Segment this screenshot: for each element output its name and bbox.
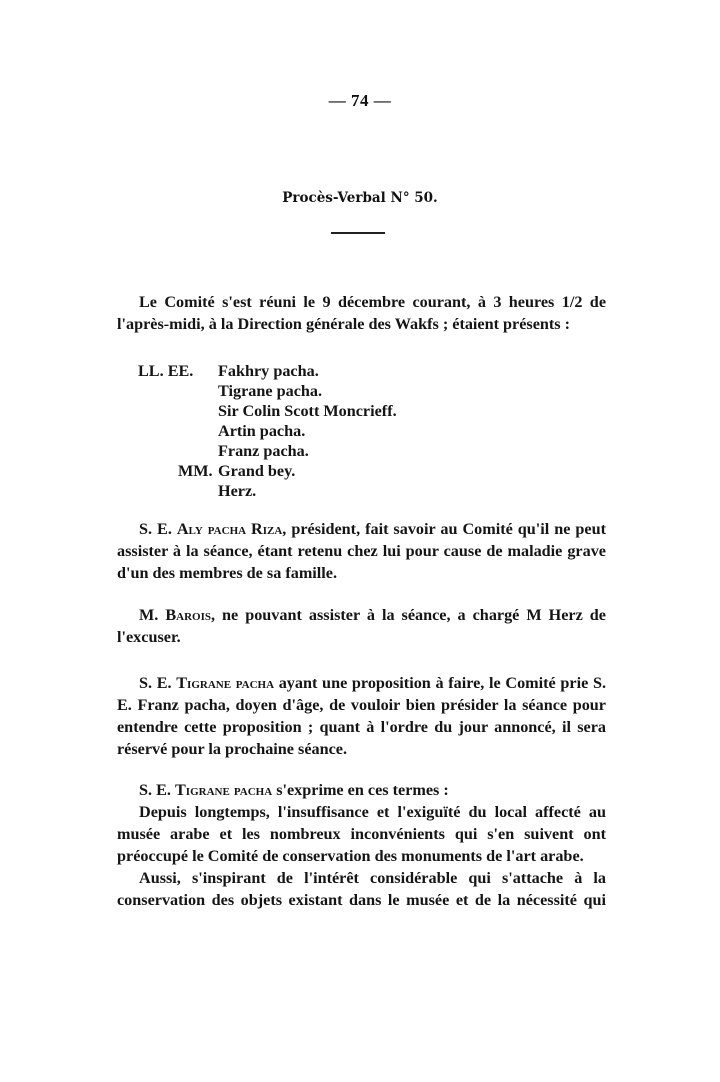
paragraph-text: , ne pouvant assister à la séance, a chargé M Herz de l'excuser. [117,606,606,646]
page-number: — 74 — [328,91,392,110]
person-name: Barois [165,606,211,624]
honorific: S. E. [139,520,177,538]
attendee-name: Herz. [218,482,257,500]
attendee-name: Artin pacha. [218,422,306,440]
intro-line-2: l'après-midi, à la Direction générale des Wakfs ; étaient présents : [117,315,571,333]
attendee-row [138,481,397,501]
attendee-name: Tigrane pacha. [218,382,323,400]
paragraph-text: s'exprime en ces termes : [272,781,449,799]
attendee-name: Fakhry pacha. [218,362,319,380]
attendee-row [138,381,397,401]
honorific: M. [139,606,166,624]
attendee-row [138,441,397,461]
intro-paragraph [117,291,606,335]
paragraph-text: , président, fait savoir au Comité qu'il ne peut assister à la séance, étant retenu chez lui pour cause de maladie grave d'un des membres de sa famille. [117,520,606,582]
attendee-title [138,481,218,501]
paragraph-absence-president [117,518,606,584]
attendees-list [138,361,397,501]
attendee-title: MM. [178,462,213,480]
person-name: Tigrane pacha [176,674,275,692]
honorific: S. E. [139,781,175,799]
speech-paragraph-2: Aussi, s'inspirant de l'intérêt considérable qui s'attache à la conservation des objets existant dans le musée et de la nécessité qui [117,869,606,909]
attendee-name: Grand bey. [218,462,296,480]
attendee-title [138,401,218,421]
intro-line-1: Le Comité s'est réuni le 9 décembre courant, à 3 heures 1/2 de [139,293,606,311]
title-divider [331,232,385,234]
attendee-row [138,461,397,481]
attendee-row [138,401,397,421]
attendee-row [138,361,397,381]
attendee-title [138,441,218,461]
attendee-title: LL. EE. [138,362,194,380]
document-title: Procès-Verbal N° 50. [282,190,438,206]
attendee-row [138,421,397,441]
person-name: Tigrane pacha [175,781,273,799]
attendee-title [138,381,218,401]
person-name: Aly pacha Riza [176,520,283,538]
paragraph-speech [117,779,606,911]
paragraph-text: ayant une proposition à faire, le Comité prie S. E. Franz pacha, doyen d'âge, de vouloir bien présider la séance pour entendre cette proposition ; quant à l'ordre du jour annoncé, il sera réservé pour la prochaine séance. [117,674,606,758]
attendee-name: Franz pacha. [218,442,309,460]
honorific: S. E. [139,674,177,692]
paragraph-proposition [117,672,606,760]
speech-paragraph-1: Depuis longtemps, l'insuffisance et l'exiguïté du local affecté au musée arabe et les nombreux inconvénients qui s'en suivent ont préoccupé le Comité de conservation des monuments de l'art arabe. [117,803,606,865]
paragraph-absence-barois [117,604,606,648]
attendee-name: Sir Colin Scott Moncrieff. [218,402,397,420]
attendee-title [138,421,218,441]
